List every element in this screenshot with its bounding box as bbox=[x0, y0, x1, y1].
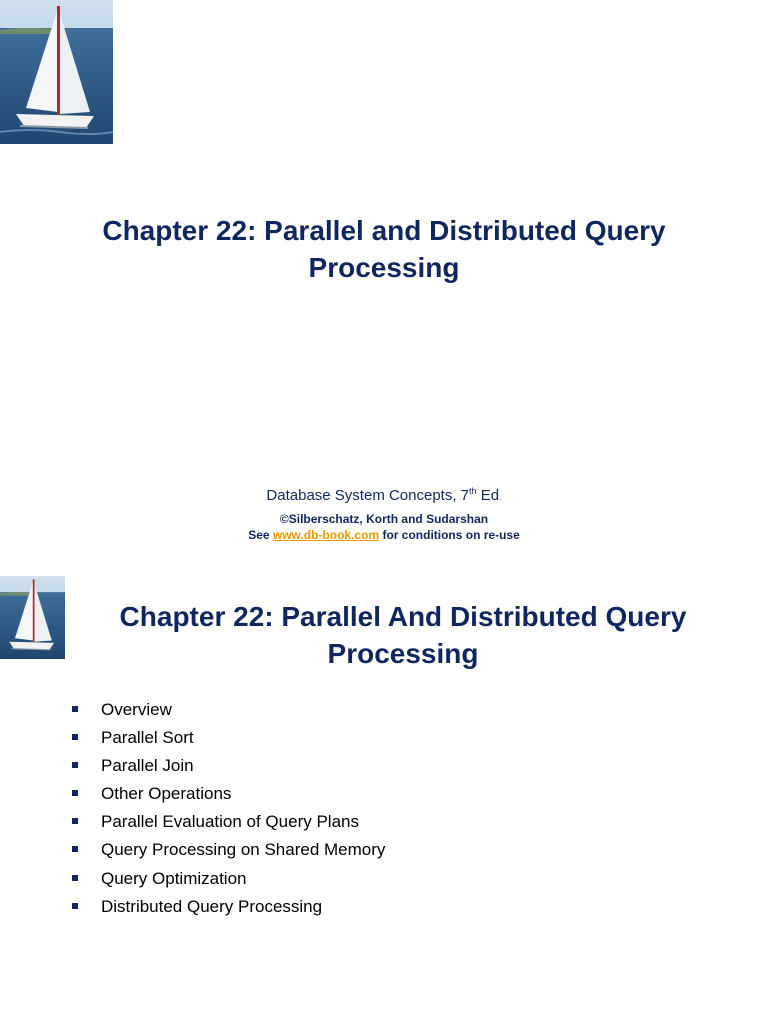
sailboat-photo bbox=[0, 0, 113, 144]
list-item: Query Processing on Shared Memory bbox=[72, 836, 385, 864]
list-item: Parallel Join bbox=[72, 752, 385, 780]
square-bullet-icon bbox=[72, 846, 78, 852]
list-item: Query Optimization bbox=[72, 865, 385, 893]
list-item: Parallel Evaluation of Query Plans bbox=[72, 808, 385, 836]
square-bullet-icon bbox=[72, 875, 78, 881]
list-item: Parallel Sort bbox=[72, 724, 385, 752]
reuse-line: See www.db-book.com for conditions on re-use bbox=[248, 528, 520, 542]
square-bullet-icon bbox=[72, 818, 78, 824]
square-bullet-icon bbox=[72, 790, 78, 796]
db-book-link[interactable]: www.db-book.com bbox=[272, 528, 380, 542]
square-bullet-icon bbox=[72, 706, 78, 712]
list-item: Overview bbox=[72, 696, 385, 724]
slide-title: Chapter 22: Parallel and Distributed Query Processing bbox=[102, 215, 666, 283]
outline-slide bbox=[0, 576, 768, 1024]
copyright-line: ©Silberschatz, Korth and Sudarshan bbox=[279, 512, 489, 526]
outline-list bbox=[72, 696, 385, 921]
book-title: Database System Concepts, 7th Ed. bbox=[266, 486, 502, 504]
slide-title: Chapter 22: Parallel And Distributed Query Processing bbox=[119, 601, 687, 669]
square-bullet-icon bbox=[72, 734, 78, 740]
list-item: Other Operations bbox=[72, 780, 385, 808]
square-bullet-icon bbox=[72, 762, 78, 768]
square-bullet-icon bbox=[72, 903, 78, 909]
list-item: Distributed Query Processing bbox=[72, 893, 385, 921]
